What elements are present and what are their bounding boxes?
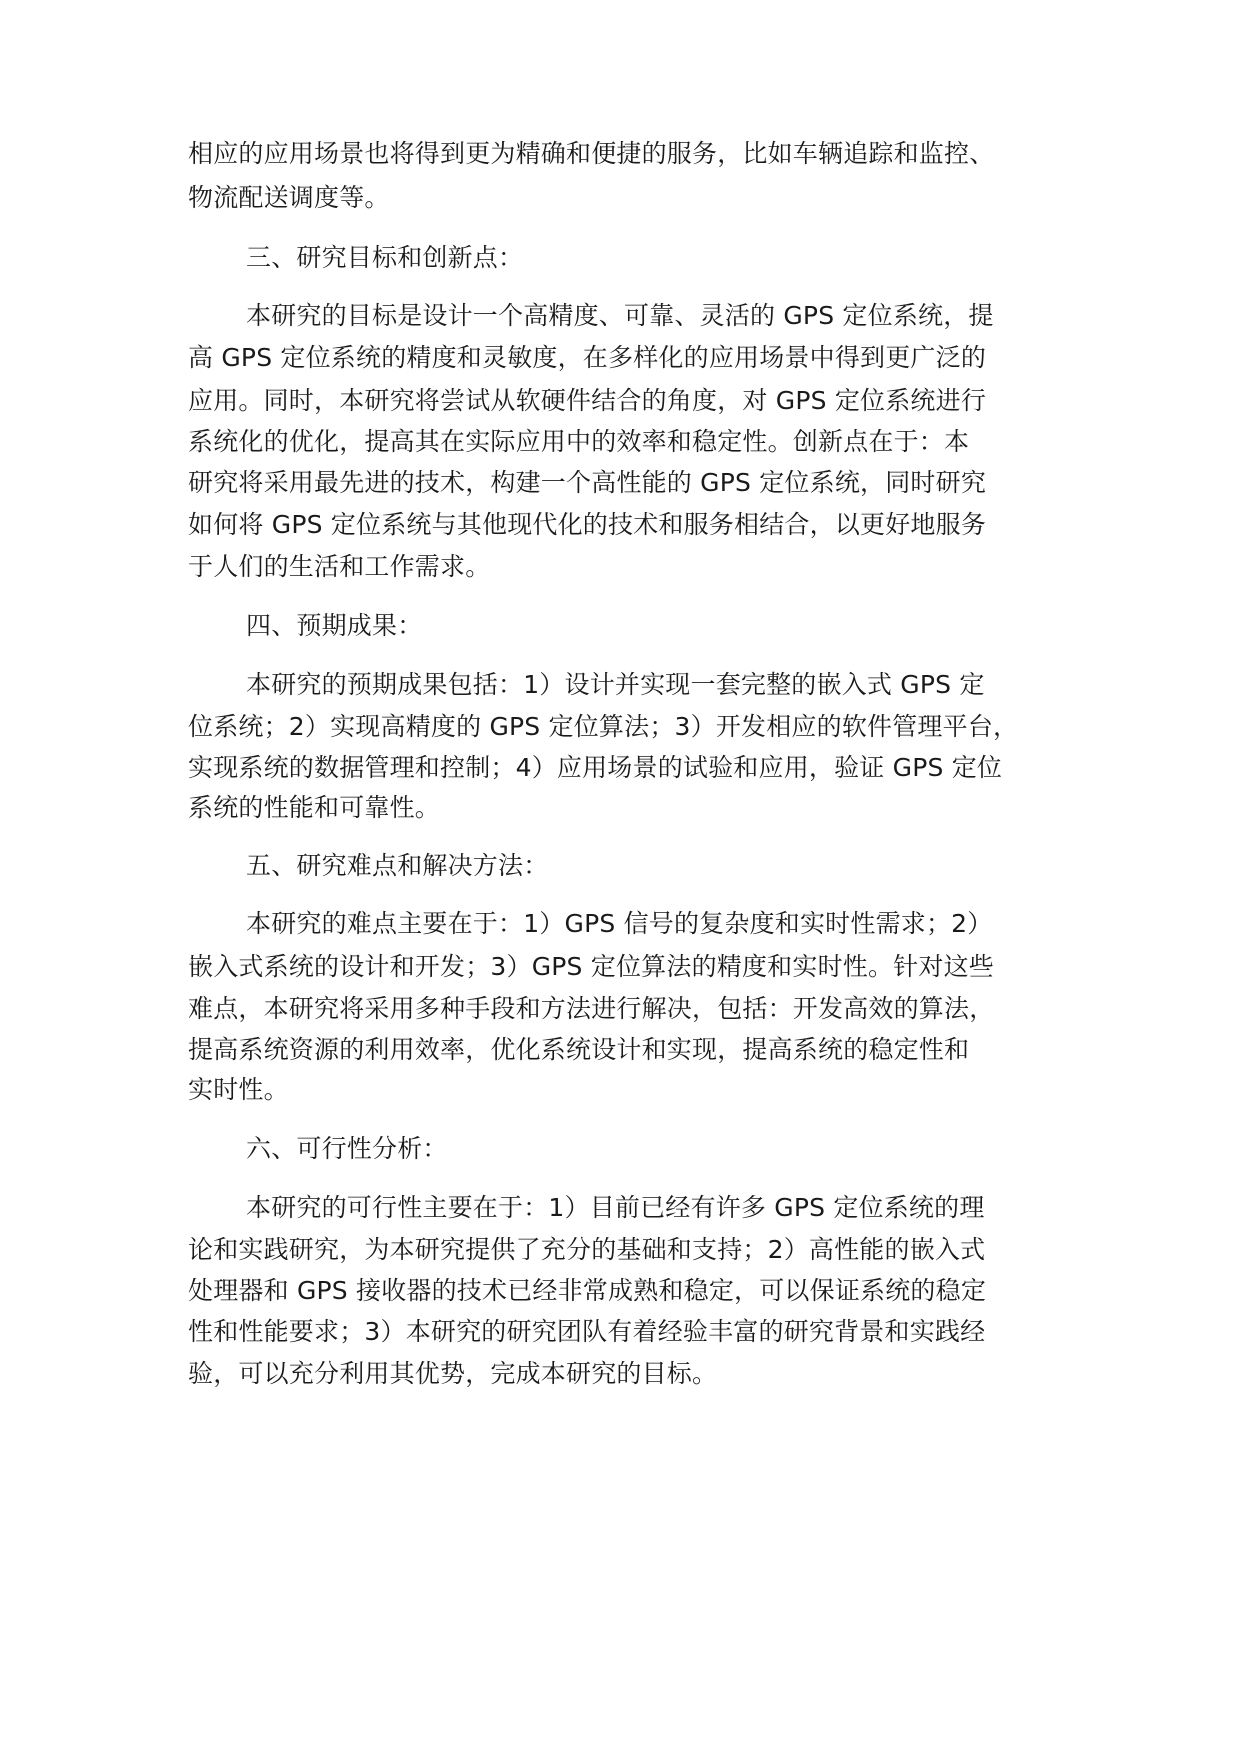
paragraph-line: 本研究的可行性主要在于：1）目前已经有许多 GPS 定位系统的理 [246, 1193, 985, 1222]
paragraph-line: 系统的性能和可靠性。 [188, 793, 441, 822]
paragraph-line: 论和实践研究，为本研究提供了充分的基础和支持；2）高性能的嵌入式 [188, 1235, 986, 1264]
paragraph-line: 验，可以充分利用其优势，完成本研究的目标。 [188, 1359, 718, 1388]
paragraph-line: 应用。同时，本研究将尝试从软硬件结合的角度，对 GPS 定位系统进行 [188, 386, 987, 415]
paragraph-line: 实时性。 [188, 1075, 289, 1104]
paragraph-line: 系统化的优化，提高其在实际应用中的效率和稳定性。创新点在于：本 [188, 427, 970, 456]
paragraph-line: 处理器和 GPS 接收器的技术已经非常成熟和稳定，可以保证系统的稳定 [188, 1276, 987, 1305]
paragraph-line: 难点，本研究将采用多种手段和方法进行解决，包括：开发高效的算法， [188, 994, 995, 1023]
paragraph-line: 本研究的难点主要在于：1）GPS 信号的复杂度和实时性需求；2） [246, 909, 993, 938]
paragraph-line: 位系统；2）实现高精度的 GPS 定位算法；3）开发相应的软件管理平台， [188, 712, 1019, 741]
paragraph-line: 本研究的目标是设计一个高精度、可靠、灵活的 GPS 定位系统，提 [246, 301, 994, 330]
paragraph-line: 于人们的生活和工作需求。 [188, 552, 491, 581]
paragraph-line: 实现系统的数据管理和控制；4）应用场景的试验和应用，验证 GPS 定位 [188, 753, 1003, 782]
paragraph-line: 相应的应用场景也将得到更为精确和便捷的服务，比如车辆追踪和监控、 [188, 139, 995, 168]
paragraph-line: 如何将 GPS 定位系统与其他现代化的技术和服务相结合，以更好地服务 [188, 510, 987, 539]
paragraph-line: 提高系统资源的利用效率，优化系统设计和实现，提高系统的稳定性和 [188, 1035, 970, 1064]
paragraph-line: 研究将采用最先进的技术，构建一个高性能的 GPS 定位系统，同时研究 [188, 468, 987, 497]
section-heading-goals: 三、研究目标和创新点： [246, 243, 524, 272]
section-heading-outcomes: 四、预期成果： [246, 611, 423, 640]
paragraph-line: 高 GPS 定位系统的精度和灵敏度，在多样化的应用场景中得到更广泛的 [188, 343, 987, 372]
paragraph-line: 性和性能要求；3）本研究的研究团队有着经验丰富的研究背景和实践经 [188, 1317, 986, 1346]
paragraph-line: 嵌入式系统的设计和开发；3）GPS 定位算法的精度和实时性。针对这些 [188, 952, 994, 981]
paragraph-line: 本研究的预期成果包括：1）设计并实现一套完整的嵌入式 GPS 定 [246, 670, 985, 699]
section-heading-feasibility: 六、可行性分析： [246, 1134, 448, 1163]
section-heading-difficulties: 五、研究难点和解决方法： [246, 851, 549, 880]
paragraph-line: 物流配送调度等。 [188, 183, 390, 212]
